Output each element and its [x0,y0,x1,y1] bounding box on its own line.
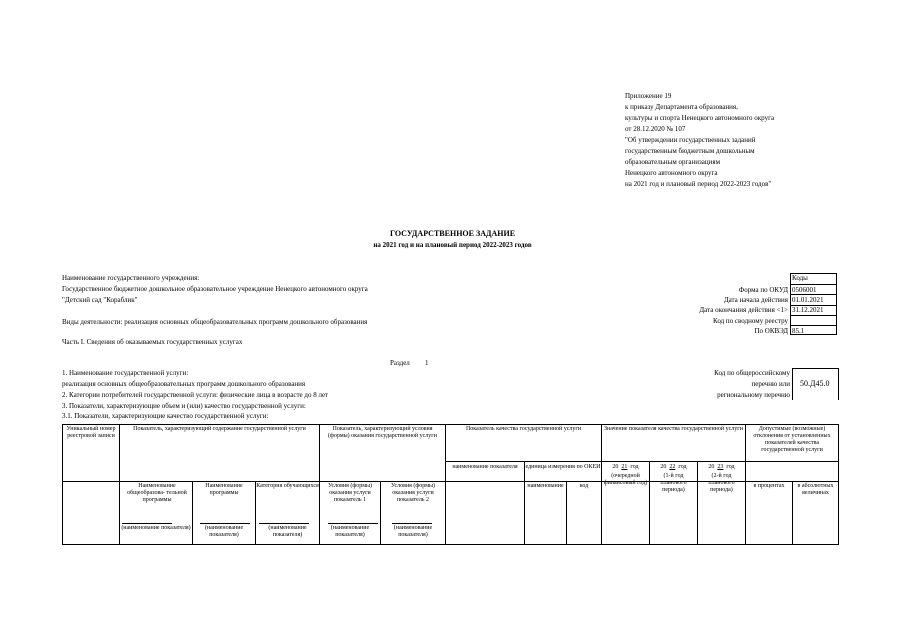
institution-heading: Наименование государственного учреждения: [62,274,200,282]
code-label-end: Дата окончания действия <1> [699,306,788,314]
sub-label: (наименование показателя) [204,525,244,538]
header-deviation-percent: в процентах [753,483,785,489]
header-content: Показатель, характеризующий содержание государственной услуги [133,426,306,432]
document-title: ГОСУДАРСТВЕННОЕ ЗАДАНИЕ [389,229,516,238]
registry-code-value: 50.Д45.0 [800,379,830,388]
service-name: реализация основных общеобразовательных программ дошкольного образования [62,380,306,388]
sub-label: (наименование показателя) [330,525,370,538]
year-2-sub: (1-й год планового периода) [660,473,687,493]
sub-label: (наименование показателя) [268,525,307,538]
code-value-end: 31.12.2021 [792,306,824,314]
year-1-sub: (очередной финансовый год) [603,473,648,486]
header-program: Наименование программы [205,483,243,496]
code-label-okved: По ОКВЭД [754,327,788,335]
code-label-start: Дата начала действия [723,296,788,304]
quality-indicators-heading: 3.1. Показатели, характеризующие качество государственной услуги: [62,412,269,420]
year-1: 20 21 год [612,464,639,470]
sub-label: (наименование показателя) [393,525,433,538]
consumer-categories: 2. Категории потребителей государственной услуги: физические лица в возрасте до 8 лет [62,391,329,399]
year-3-sub: (2-й год планового периода) [708,473,735,493]
registry-label-3: региональному перечню [717,391,790,399]
code-label-registry: Код по сводному реестру [713,317,788,325]
institution-name: Государственное бюджетное дошкольное образовательное учреждение Ненецкого автономного округа [62,285,368,293]
header-conditions: Показатель, характеризующий условия (формы) оказания государственной услуги [328,426,437,439]
appendix-line: государственным бюджетным дошкольным [625,147,755,155]
appendix-line: от 28.12.2020 № 107 [625,125,686,133]
registry-label-1: Код по общероссийскому [714,369,790,377]
appendix-line: Приложение 19 [625,92,672,100]
section-label: Раздел [390,359,410,367]
sub-label: (наименование показателя) [121,525,191,531]
header-unique-number: Уникальный номер реестровой записи [66,426,116,439]
header-unit: единица измерения по ОКЕИ [525,464,601,470]
quality-indicators-table [62,424,839,545]
appendix-line: культуры и спорта Ненецкого автономного округа [625,114,775,122]
codes-divider [790,284,837,285]
codes-divider [790,294,837,295]
header-condition-2: Условия (формы) оказания услуги показатель 2 [390,483,436,503]
header-condition-1: Условия (формы) оказания услуги показатель 1 [327,483,373,503]
part-heading: Часть I. Сведения об оказываемых государственных услугах [62,338,243,346]
header-deviation: Допустимые (возможные) отклонения от установленных показателей качества государственной услуги [753,426,831,453]
header-unit-name: наименование [527,483,564,489]
header-deviation-absolute: в абсолютных величинах [797,483,834,496]
code-value-okud: 0506001 [792,286,817,294]
header-program-name: Наименование общеобразова- тельной программы [127,483,187,503]
appendix-line: "Об утверждении государственных заданий [625,136,756,144]
institution-short-name: "Детский сад "Кораблик" [62,296,138,304]
year-2: 20 22 год [660,464,687,470]
code-label-okud: Форма по ОКУД [738,286,788,294]
header-quality: Показатель качества государственной услуги [465,426,582,432]
code-value-okved: 85.1 [792,327,805,335]
code-value-start: 01.01.2021 [792,296,824,304]
activity-type: Виды деятельности: реализация основных общеобразовательных программ дошкольного образования [62,318,368,326]
codes-divider [790,315,837,316]
appendix-line: Ненецкого автономного округа [625,169,718,177]
codes-header: Коды [792,274,808,282]
document-subtitle: на 2021 год и на плановый период 2022-2023 годов [373,241,532,249]
indicators-heading: 3. Показатели, характеризующие объем и (или) качество государственной услуги: [62,402,306,410]
appendix-line: образовательным организациям [625,158,720,166]
codes-divider [790,325,837,326]
appendix-block [625,93,885,193]
header-category: Категория обучающихся [256,483,319,489]
registry-label-2: перечню или [751,380,790,388]
appendix-line: к приказу Департамента образования, [625,103,738,111]
header-values: Значение показателя качества государственной услуги [604,426,743,432]
service-name-heading: 1. Наименование государственной услуги: [62,369,189,377]
header-indicator-name: наименование показателя [452,464,518,470]
appendix-line: на 2021 год и плановый период 2022-2023 годов" [625,180,772,188]
section-number: 1 [425,359,429,367]
year-3: 20 23 год [708,464,735,470]
header-unit-code: код [579,483,589,489]
